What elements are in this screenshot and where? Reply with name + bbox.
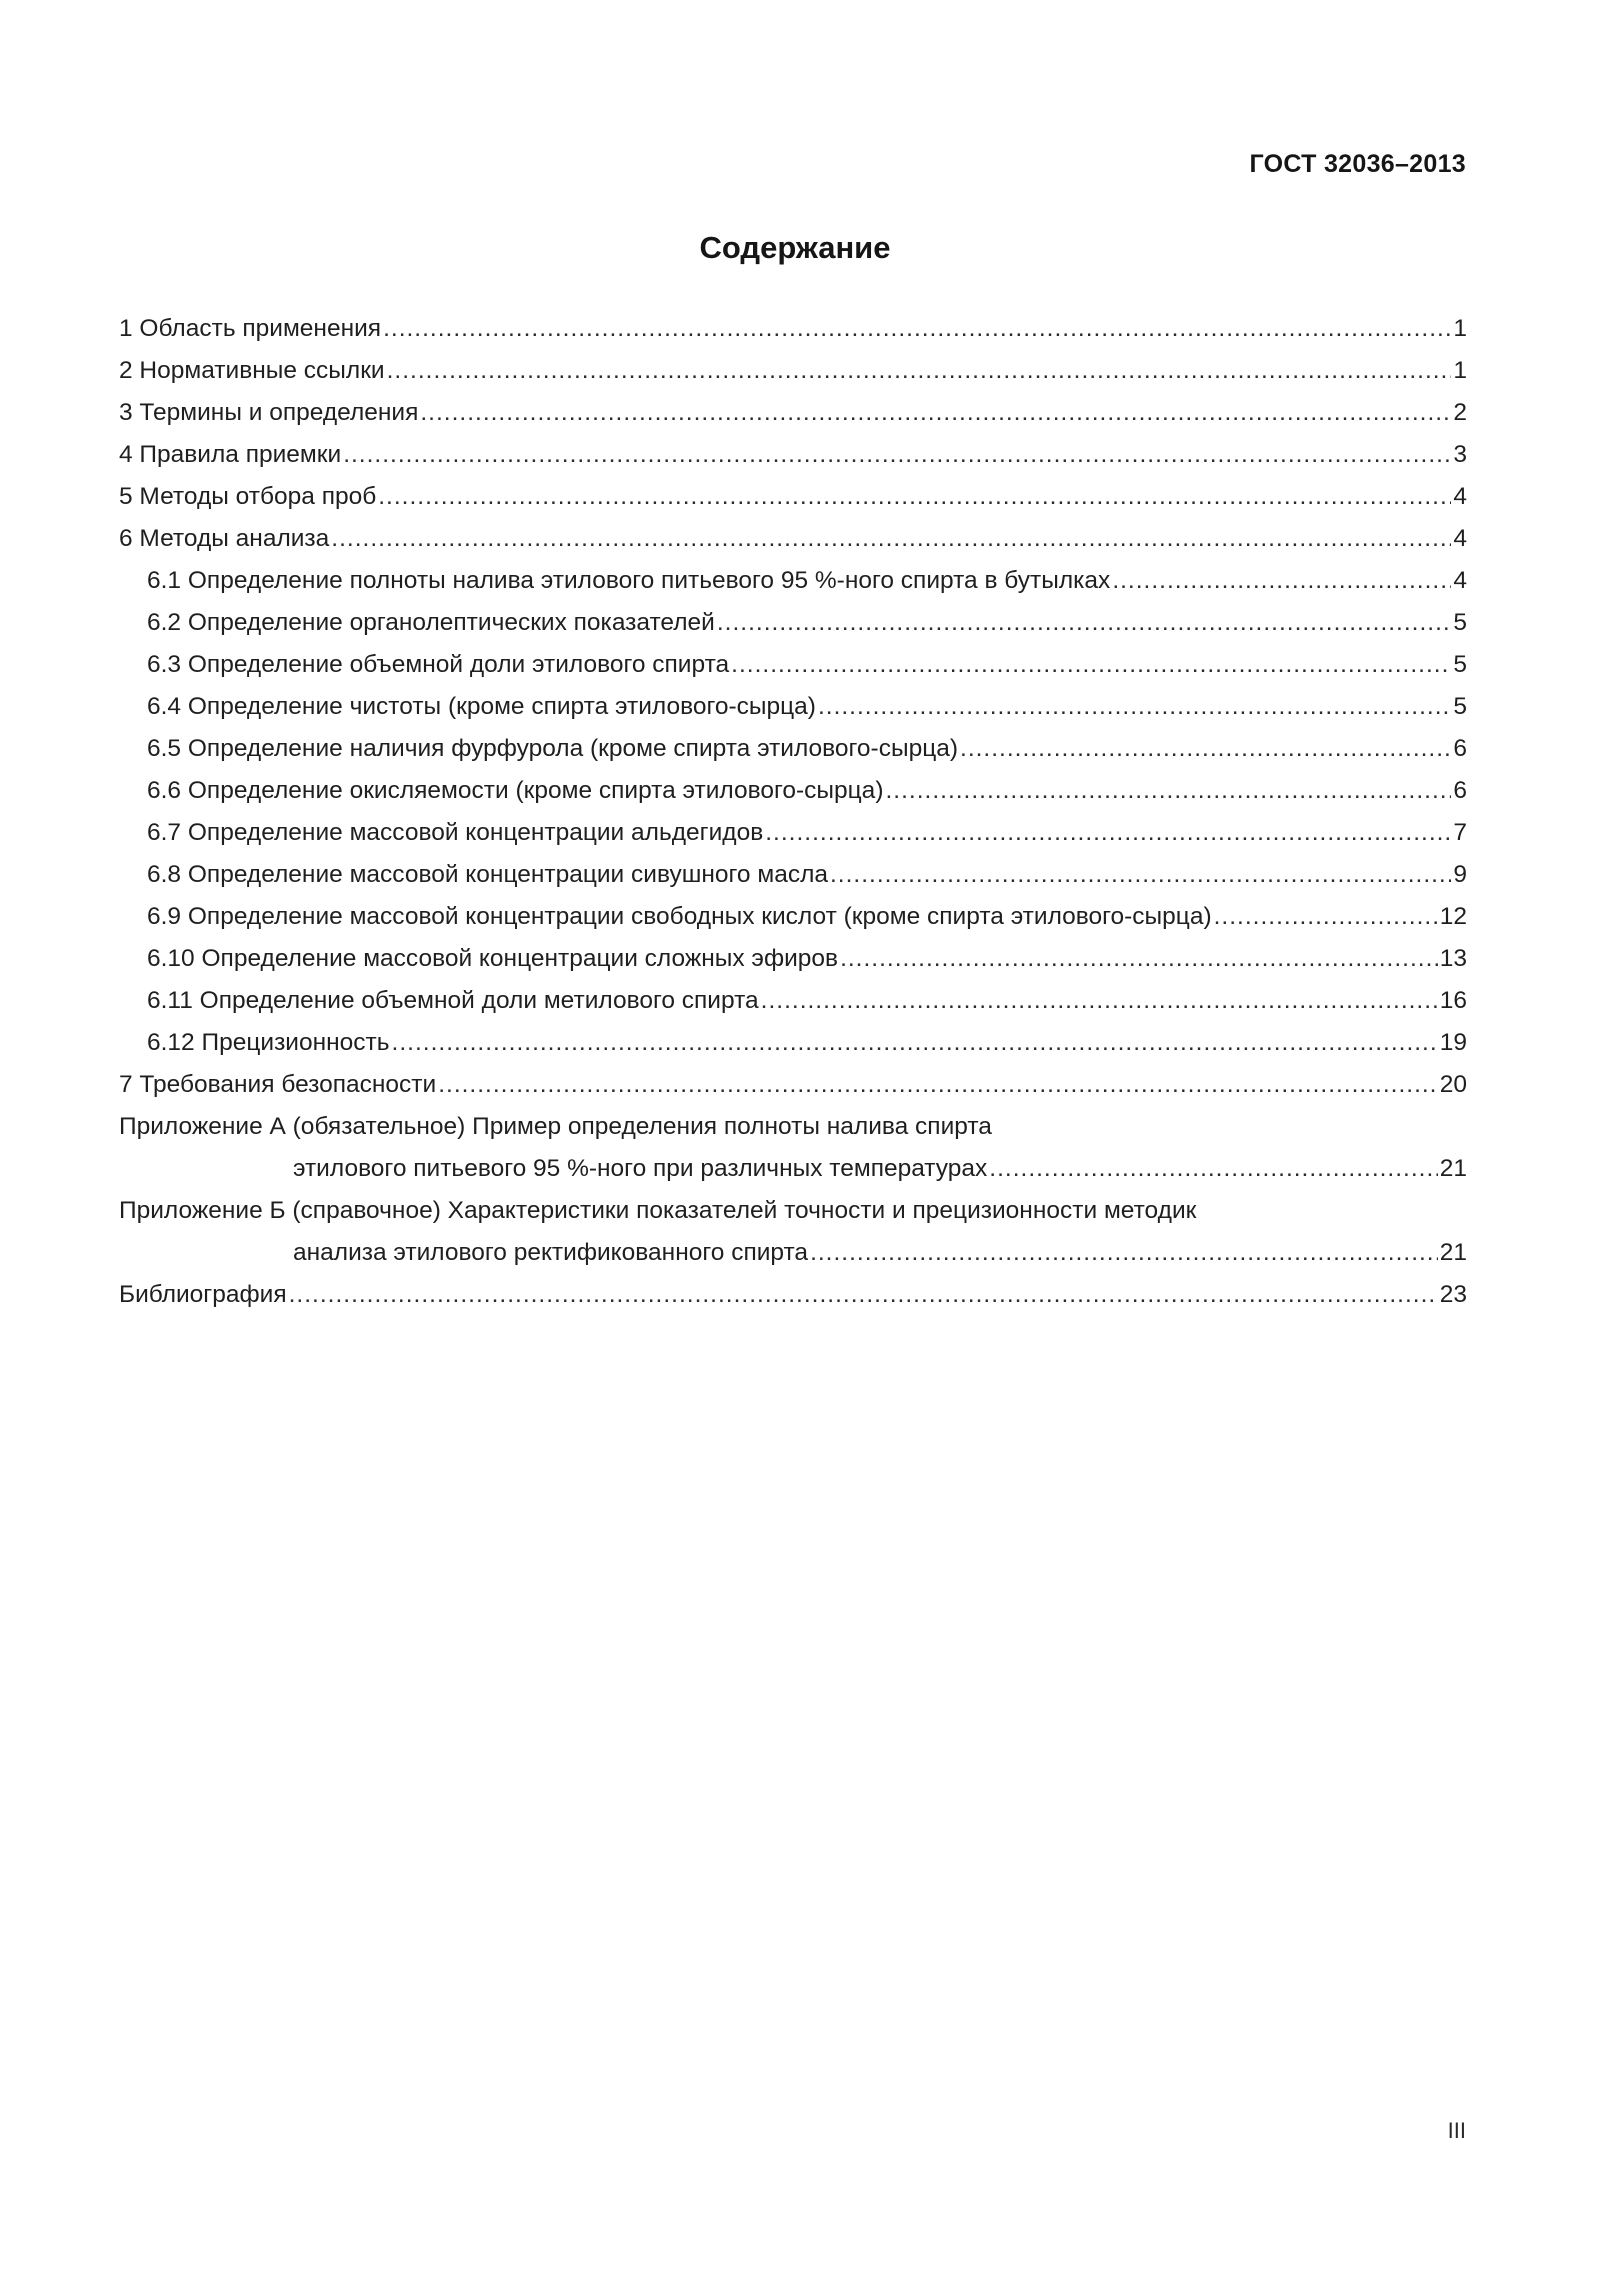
toc-entry[interactable] <box>119 980 1467 1022</box>
page-number: III <box>1447 2118 1466 2143</box>
toc-entry-page: 13 <box>1439 945 1467 972</box>
toc-entry-page: 19 <box>1439 1029 1467 1056</box>
toc-entry-title: 6.7 Определение массовой концентрации альдегидов <box>147 819 764 846</box>
toc-entry[interactable] <box>119 602 1467 644</box>
toc-entry-page: 20 <box>1439 1071 1467 1098</box>
toc-leader-dots <box>731 644 1451 686</box>
toc-leader-dots <box>343 434 1451 476</box>
toc-entry-title: 3 Термины и определения <box>119 399 419 426</box>
toc-entry-appendix-b[interactable] <box>119 1190 1467 1274</box>
toc-leader-dots <box>420 392 1451 434</box>
toc-leader-dots <box>1214 896 1438 938</box>
toc-entry-page: 3 <box>1453 441 1467 468</box>
toc-entry-title: 1 Область применения <box>119 315 382 342</box>
toc-entry-page: 4 <box>1453 483 1467 510</box>
toc-entry-page: 1 <box>1453 357 1467 384</box>
toc-entry-title: 2 Нормативные ссылки <box>119 357 385 384</box>
toc-entry[interactable] <box>119 1022 1467 1064</box>
toc-entry-title: Приложение Б (справочное) Характеристики показателей точности и прецизионности методик <box>119 1197 1197 1224</box>
toc-leader-dots <box>331 518 1451 560</box>
toc-leader-dots <box>765 812 1451 854</box>
toc-entry-title: 6.6 Определение окисляемости (кроме спирта этилового-сырца) <box>147 777 884 804</box>
toc-leader-dots <box>761 980 1438 1022</box>
toc-leader-dots <box>1112 560 1451 602</box>
toc-entry-title: 6.1 Определение полноты налива этилового питьевого 95 %-ного спирта в бутылках <box>147 567 1111 594</box>
toc-entry-page: 6 <box>1453 735 1467 762</box>
toc-entry-title: 6.4 Определение чистоты (кроме спирта этилового-сырца) <box>147 693 816 720</box>
toc-entry[interactable] <box>119 392 1467 434</box>
toc-leader-dots <box>818 686 1451 728</box>
toc-entry-title: 6.10 Определение массовой концентрации сложных эфиров <box>147 945 839 972</box>
toc-entry-page: 21 <box>1439 1155 1467 1182</box>
toc-entry[interactable] <box>119 770 1467 812</box>
toc-entry[interactable] <box>119 350 1467 392</box>
toc-entry[interactable] <box>119 896 1467 938</box>
toc-entry-title: 6 Методы анализа <box>119 525 330 552</box>
toc-entry[interactable] <box>119 308 1467 350</box>
toc-entry[interactable] <box>119 644 1467 686</box>
toc-leader-dots <box>717 602 1452 644</box>
toc-leader-dots <box>392 1022 1438 1064</box>
toc-entry-page: 5 <box>1453 609 1467 636</box>
toc-entry[interactable] <box>119 476 1467 518</box>
toc-entry-title-continued: анализа этилового ректификованного спирта <box>293 1239 809 1266</box>
toc-entry[interactable] <box>119 434 1467 476</box>
toc-entry-title: 4 Правила приемки <box>119 441 342 468</box>
toc-entry-title: 6.12 Прецизионность <box>147 1029 390 1056</box>
toc-entry[interactable] <box>119 938 1467 980</box>
toc-entry-title: 5 Методы отбора проб <box>119 483 377 510</box>
toc-leader-dots <box>383 308 1451 350</box>
toc-leader-dots <box>438 1064 1438 1106</box>
toc-entry-title: 6.11 Определение объемной доли метилового спирта <box>147 987 759 1014</box>
toc-leader-dots <box>387 350 1452 392</box>
toc-entry-title: 7 Требования безопасности <box>119 1071 437 1098</box>
toc-entry-title-continued: этилового питьевого 95 %-ного при различных температурах <box>293 1155 988 1182</box>
toc-leader-dots <box>289 1274 1438 1316</box>
toc-leader-dots <box>830 854 1451 896</box>
toc-entry-page: 1 <box>1453 315 1467 342</box>
toc-entry[interactable] <box>119 854 1467 896</box>
document-code: ГОСТ 32036–2013 <box>1249 150 1466 178</box>
toc-entry[interactable] <box>119 686 1467 728</box>
toc-entry-page: 16 <box>1439 987 1467 1014</box>
toc-entry-page: 23 <box>1439 1281 1467 1308</box>
toc-leader-dots <box>810 1232 1438 1274</box>
toc-leader-dots <box>989 1148 1437 1190</box>
toc-entry-page: 9 <box>1453 861 1467 888</box>
toc-entry[interactable] <box>119 518 1467 560</box>
toc-heading: Содержание <box>699 230 891 265</box>
toc-entry[interactable] <box>119 1064 1467 1106</box>
table-of-contents <box>119 308 1467 1316</box>
toc-entry-title: 6.2 Определение органолептических показателей <box>147 609 715 636</box>
toc-entry-title: Приложение А (обязательное) Пример определения полноты налива спирта <box>119 1113 992 1140</box>
toc-entry-title: 6.5 Определение наличия фурфурола (кроме спирта этилового-сырца) <box>147 735 959 762</box>
toc-leader-dots <box>960 728 1451 770</box>
toc-leader-dots <box>840 938 1438 980</box>
toc-entry[interactable] <box>119 1274 1467 1316</box>
toc-entry-title: 6.8 Определение массовой концентрации сивушного масла <box>147 861 828 888</box>
toc-entry-title: 6.9 Определение массовой концентрации свободных кислот (кроме спирта этилового-сырца) <box>147 903 1212 930</box>
toc-entry-page: 2 <box>1453 399 1467 426</box>
toc-entry[interactable] <box>119 728 1467 770</box>
toc-entry-page: 4 <box>1453 525 1467 552</box>
toc-entry-appendix-a[interactable] <box>119 1106 1467 1190</box>
toc-leader-dots <box>378 476 1451 518</box>
toc-entry-page: 4 <box>1453 567 1467 594</box>
toc-entry-page: 6 <box>1453 777 1467 804</box>
toc-entry-page: 21 <box>1439 1239 1467 1266</box>
toc-entry[interactable] <box>119 812 1467 854</box>
toc-leader-dots <box>885 770 1451 812</box>
toc-entry-page: 12 <box>1439 903 1467 930</box>
toc-entry-page: 5 <box>1453 651 1467 678</box>
toc-entry-page: 5 <box>1453 693 1467 720</box>
toc-entry[interactable] <box>119 560 1467 602</box>
toc-entry-title: 6.3 Определение объемной доли этилового спирта <box>147 651 730 678</box>
toc-entry-page: 7 <box>1453 819 1467 846</box>
toc-entry-title: Библиография <box>119 1281 287 1308</box>
